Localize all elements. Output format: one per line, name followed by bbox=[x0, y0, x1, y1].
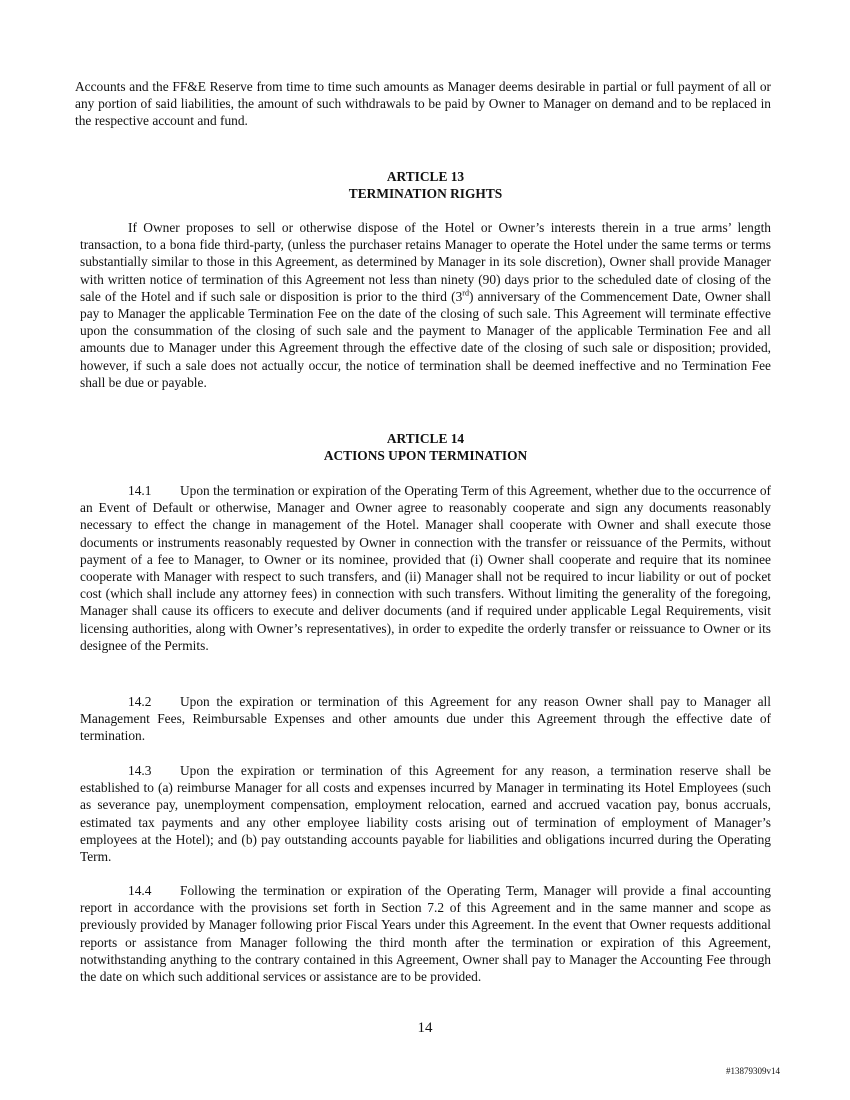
section-number: 14.4 bbox=[128, 883, 152, 898]
section-number: 14.2 bbox=[128, 694, 152, 709]
section-14-1 bbox=[80, 482, 771, 654]
article-13-ordinal-suffix: rd bbox=[462, 288, 469, 298]
article-13-title: TERMINATION RIGHTS bbox=[348, 186, 503, 201]
article-14-title: ACTIONS UPON TERMINATION bbox=[323, 448, 528, 463]
article-13-number: ARTICLE 13 bbox=[386, 169, 465, 184]
article-14-number: ARTICLE 14 bbox=[386, 431, 465, 446]
article-13-paragraph bbox=[80, 219, 771, 391]
article-14-heading bbox=[80, 430, 771, 464]
section-text: Upon the expiration or termination of this Agreement for any reason Owner shall pay to Manager all Management Fees, Reimbursable Expenses and other amounts due under this Agreement through the effective date of termination. bbox=[80, 694, 771, 744]
section-text: Following the termination or expiration of the Operating Term, Manager will provide a final accounting report in accordance with the provisions set forth in Section 7.2 of this Agreement and in the same manner and scope as previously provided by Manager following prior Fiscal Years under this Agreement. In the event that Owner requests additional reports or assistance from Manager following the third month after the termination or expiration of this Agreement, notwithstanding anything to the contrary contained in this Agreement, Owner shall pay to Manager the Accounting Fee through the date on which such additional services or assistance are to be provided. bbox=[80, 883, 771, 985]
continuation-paragraph bbox=[75, 78, 771, 130]
section-14-3 bbox=[80, 762, 771, 865]
article-13-text-part1: If Owner proposes to sell or otherwise dispose of the Hotel or Owner’s interests therein in a true arms’ length transaction, to a bona fide third-party, (unless the purchaser retains Manager to operate the Hotel under the same terms or terms substantially similar to those in this Agreement, as determined by Manager in its sole discretion), Owner shall provide Manager with written notice of termination of this Agreement not less than ninety (90) days prior to the scheduled date of closing of the sale of the Hotel and if such sale or disposition is prior to the third (3 bbox=[80, 220, 771, 304]
page-number: 14 bbox=[417, 1020, 433, 1036]
section-14-2 bbox=[80, 693, 771, 745]
section-14-4 bbox=[80, 882, 771, 985]
section-text: Upon the termination or expiration of the Operating Term of this Agreement, whether due to the occurrence of an Event of Default or otherwise, Manager and Owner agree to reasonably cooperate and sign any documents reasonably necessary to effect the change in management of the Hotel. Manager shall cooperate with Owner and shall execute those documents or instruments reasonably requested by Owner in connection with the transfer or reissuance of the Permits, without payment of a fee to Manager, to Owner or its nominee, provided that (i) Owner shall cooperate and require that its nominee cooperate with Manager with respect to such transfers, and (ii) Manager shall not be required to incur liability or out of pocket cost (which shall include any attorney fees) in connection with such transfers. Without limiting the generality of the foregoing, Manager shall cause its officers to execute and deliver documents (and if required under applicable Legal Requirements, visit licensing authorities, along with Owner’s representatives), in order to expedite the orderly transfer or reissuance to Owner or its designee of the Permits. bbox=[80, 483, 771, 653]
article-13-text-part2: ) anniversary of the Commencement Date, Owner shall pay to Manager the applicable Termination Fee on the date of the closing of such sale. This Agreement will terminate effective upon the consummation of the closing of such sale and the payment to Manager of the applicable Termination Fee and all amounts due to Manager under this Agreement through the effective date of the closing of such sale or disposition; provided, however, if such a sale does not actually occur, the notice of termination shall be deemed ineffective and no Termination Fee shall be due or payable. bbox=[80, 288, 771, 390]
section-text: Upon the expiration or termination of this Agreement for any reason, a termination reserve shall be established to (a) reimburse Manager for all costs and expenses incurred by Manager in terminating its Hotel Employees (such as severance pay, unemployment compensation, employment relocation, earned and accrued vacation pay, bonus accruals, estimated tax payments and any other employee liability costs arising out of termination of employment of Manager’s employees at the Hotel); and (b) pay outstanding accounts payable for liabilities and obligations incurred during the Operating Term. bbox=[80, 763, 771, 865]
section-number: 14.3 bbox=[128, 763, 152, 778]
document-id: #13879309v14 bbox=[726, 1066, 780, 1076]
article-13-body bbox=[80, 219, 771, 391]
continuation-text: Accounts and the FF&E Reserve from time to time such amounts as Manager deems desirable in partial or full payment of all or any portion of said liabilities, the amount of such withdrawals to be paid by Owner to Manager on demand and to be replaced in the respective account and fund. bbox=[75, 79, 771, 129]
article-13-heading bbox=[80, 168, 771, 202]
section-number: 14.1 bbox=[128, 483, 152, 498]
